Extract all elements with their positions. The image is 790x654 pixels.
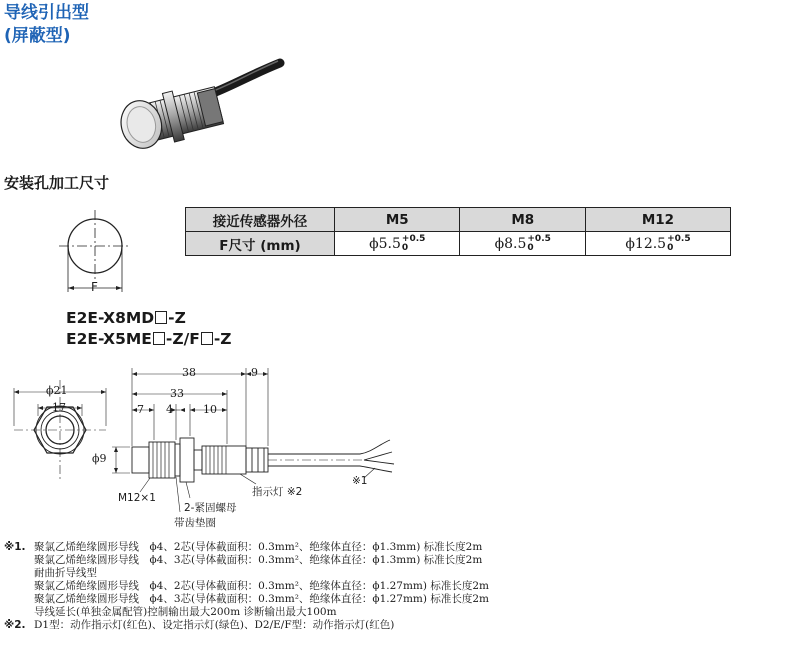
- value-prefix: ϕ: [625, 235, 635, 252]
- dim-phi9: ϕ9: [92, 452, 107, 465]
- value-prefix: ϕ: [494, 235, 505, 252]
- model-1-prefix: E2E-X8MD: [66, 309, 155, 327]
- value-base: 12.5: [634, 235, 667, 252]
- dim-7: 7: [137, 403, 144, 416]
- value-base: 5.5: [378, 235, 401, 252]
- note-line: [4, 541, 489, 554]
- placeholder-square-icon: [155, 311, 167, 324]
- note-text: 聚氯乙烯绝缘圆形导线 ϕ4、3芯(导体截面积：0.3mm²、绝缘体直径：ϕ1.3mm) 标准长度2m: [34, 554, 483, 566]
- sensor-photo: [100, 55, 285, 170]
- table-header-cell: 接近传感器外径: [186, 208, 335, 232]
- tol-upper: +0.5: [667, 233, 691, 244]
- model-2-suffix: -Z: [213, 330, 232, 348]
- dim-phi21: ϕ21: [46, 384, 68, 397]
- hole-size-table: [185, 207, 731, 256]
- table-row-label: F尺寸 (mm): [186, 232, 335, 256]
- table-header-cell: M12: [585, 208, 730, 232]
- dim-4: 4: [166, 403, 173, 416]
- model-2-middle: -Z/F: [165, 330, 200, 348]
- note-text: 聚氯乙烯绝缘圆形导线 ϕ4、2芯(导体截面积：0.3mm²、绝缘体直径：ϕ1.3mm) 标准长度2m: [34, 541, 483, 553]
- dim-33: 33: [170, 387, 184, 400]
- placeholder-square-icon: [201, 332, 213, 345]
- table-cell: [460, 232, 585, 256]
- indicator-label: 指示灯 ※2: [252, 486, 303, 498]
- note-text: D1型：动作指示灯(红色)、设定指示灯(绿色)、D2/E/F型：动作指示灯(红色): [34, 619, 395, 631]
- note-line: [4, 554, 489, 567]
- note-line: [4, 567, 489, 580]
- thread-label: M12×1: [118, 492, 156, 504]
- hole-section-title: 安装孔加工尺寸: [4, 174, 110, 192]
- dim-38: 38: [182, 366, 196, 379]
- note-line: [4, 593, 489, 606]
- note-text: 聚氯乙烯绝缘圆形导线 ϕ4、2芯(导体截面积：0.3mm²、绝缘体直径：ϕ1.27mm) 标准长度2m: [34, 580, 489, 592]
- note-text: 导线延长(单独金属配管)控制输出最大200m 诊断输出最大100m: [34, 606, 337, 618]
- hole-label-f: F: [91, 280, 98, 294]
- table-header-row: [186, 208, 731, 232]
- dim-9: 9: [251, 366, 258, 379]
- model-2-prefix: E2E-X5ME: [66, 330, 152, 348]
- note-line: [4, 619, 489, 632]
- model-line-1: [66, 309, 186, 327]
- tol-upper: +0.5: [527, 233, 551, 244]
- note-text: 耐曲折导线型: [34, 567, 97, 579]
- value-base: 8.5: [504, 235, 527, 252]
- table-cell: [585, 232, 730, 256]
- model-line-2: [66, 330, 232, 348]
- notes: [4, 541, 489, 632]
- tol-upper: +0.5: [401, 233, 426, 244]
- page-subtitle: (屏蔽型): [4, 26, 71, 46]
- tol-lower: 0: [401, 242, 409, 253]
- page-title: 导线引出型: [4, 3, 89, 23]
- model-1-suffix: -Z: [168, 309, 186, 327]
- note-mark: ※2.: [4, 619, 26, 631]
- table-header-cell: M8: [460, 208, 585, 232]
- table-row: [186, 232, 731, 256]
- tol-lower: 0: [667, 242, 674, 253]
- washer-label: 带齿垫圈: [174, 517, 216, 529]
- table-header-cell: M5: [335, 208, 460, 232]
- note-text: 聚氯乙烯绝缘圆形导线 ϕ4、3芯(导体截面积：0.3mm²、绝缘体直径：ϕ1.27mm) 标准长度2m: [34, 593, 489, 605]
- dim-17: 17: [52, 401, 66, 414]
- note-mark: ※1.: [4, 541, 26, 553]
- tol-lower: 0: [527, 242, 534, 253]
- table-cell: [335, 232, 460, 256]
- dim-10: 10: [203, 403, 217, 416]
- cable-note-label: ※1: [352, 475, 368, 487]
- nuts-label: 2-紧固螺母: [184, 502, 237, 514]
- value-prefix: ϕ: [369, 235, 379, 252]
- placeholder-square-icon: [153, 332, 165, 345]
- note-line: [4, 580, 489, 593]
- note-line: [4, 606, 489, 619]
